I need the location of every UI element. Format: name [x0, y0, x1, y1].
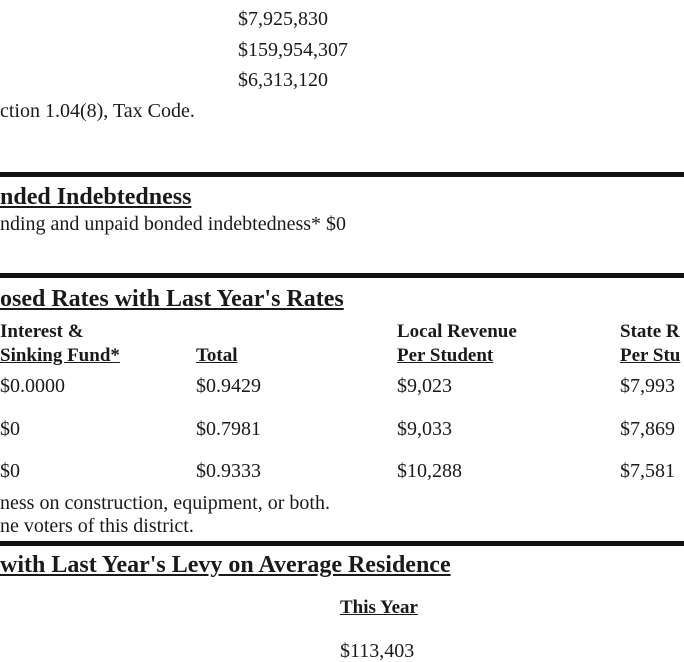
table-cell-isf: $0 [0, 460, 20, 482]
value-2: $159,954,307 [238, 39, 348, 61]
column-header-local-line2: Per Student [397, 345, 494, 366]
table-cell-local: $10,288 [397, 460, 462, 482]
table-cell-total: $0.9429 [196, 375, 261, 397]
column-header-isf-line1: Interest & [0, 321, 84, 342]
section-divider [0, 172, 684, 177]
table-cell-local: $9,033 [397, 418, 452, 440]
table-cell-isf: $0 [0, 418, 20, 440]
rates-comparison-heading: osed Rates with Last Year's Rates [0, 286, 344, 312]
column-header-this-year: This Year [340, 597, 418, 618]
value-1: $7,925,830 [238, 8, 328, 30]
column-header-isf-line2: Sinking Fund* [0, 345, 120, 366]
column-header-state-line2: Per Stu [620, 345, 681, 366]
table-cell-total: $0.9333 [196, 460, 261, 482]
value-3: $6,313,120 [238, 69, 328, 91]
table-cell-state: $7,993 [620, 375, 675, 397]
section-divider [0, 273, 684, 278]
table-cell-local: $9,023 [397, 375, 452, 397]
table-cell-state: $7,869 [620, 418, 675, 440]
column-header-local-line1: Local Revenue [397, 321, 517, 342]
bonded-indebtedness-text: nding and unpaid bonded indebtedness* $0 [0, 213, 347, 235]
levy-this-year-value: $113,403 [340, 640, 415, 662]
column-header-state-line1: State R [620, 321, 680, 342]
levy-comparison-heading: with Last Year's Levy on Average Residence [0, 552, 451, 578]
table-cell-total: $0.7981 [196, 418, 261, 440]
bonded-indebtedness-heading: nded Indebtedness [0, 184, 192, 210]
footnote-voters: ne voters of this district. [0, 515, 194, 537]
table-cell-isf: $0.0000 [0, 375, 65, 397]
column-header-total: Total [196, 345, 238, 366]
tax-code-note: ction 1.04(8), Tax Code. [0, 100, 195, 122]
table-cell-state: $7,581 [620, 460, 675, 482]
section-divider [0, 541, 684, 546]
footnote-construction: ness on construction, equipment, or both. [0, 492, 330, 514]
